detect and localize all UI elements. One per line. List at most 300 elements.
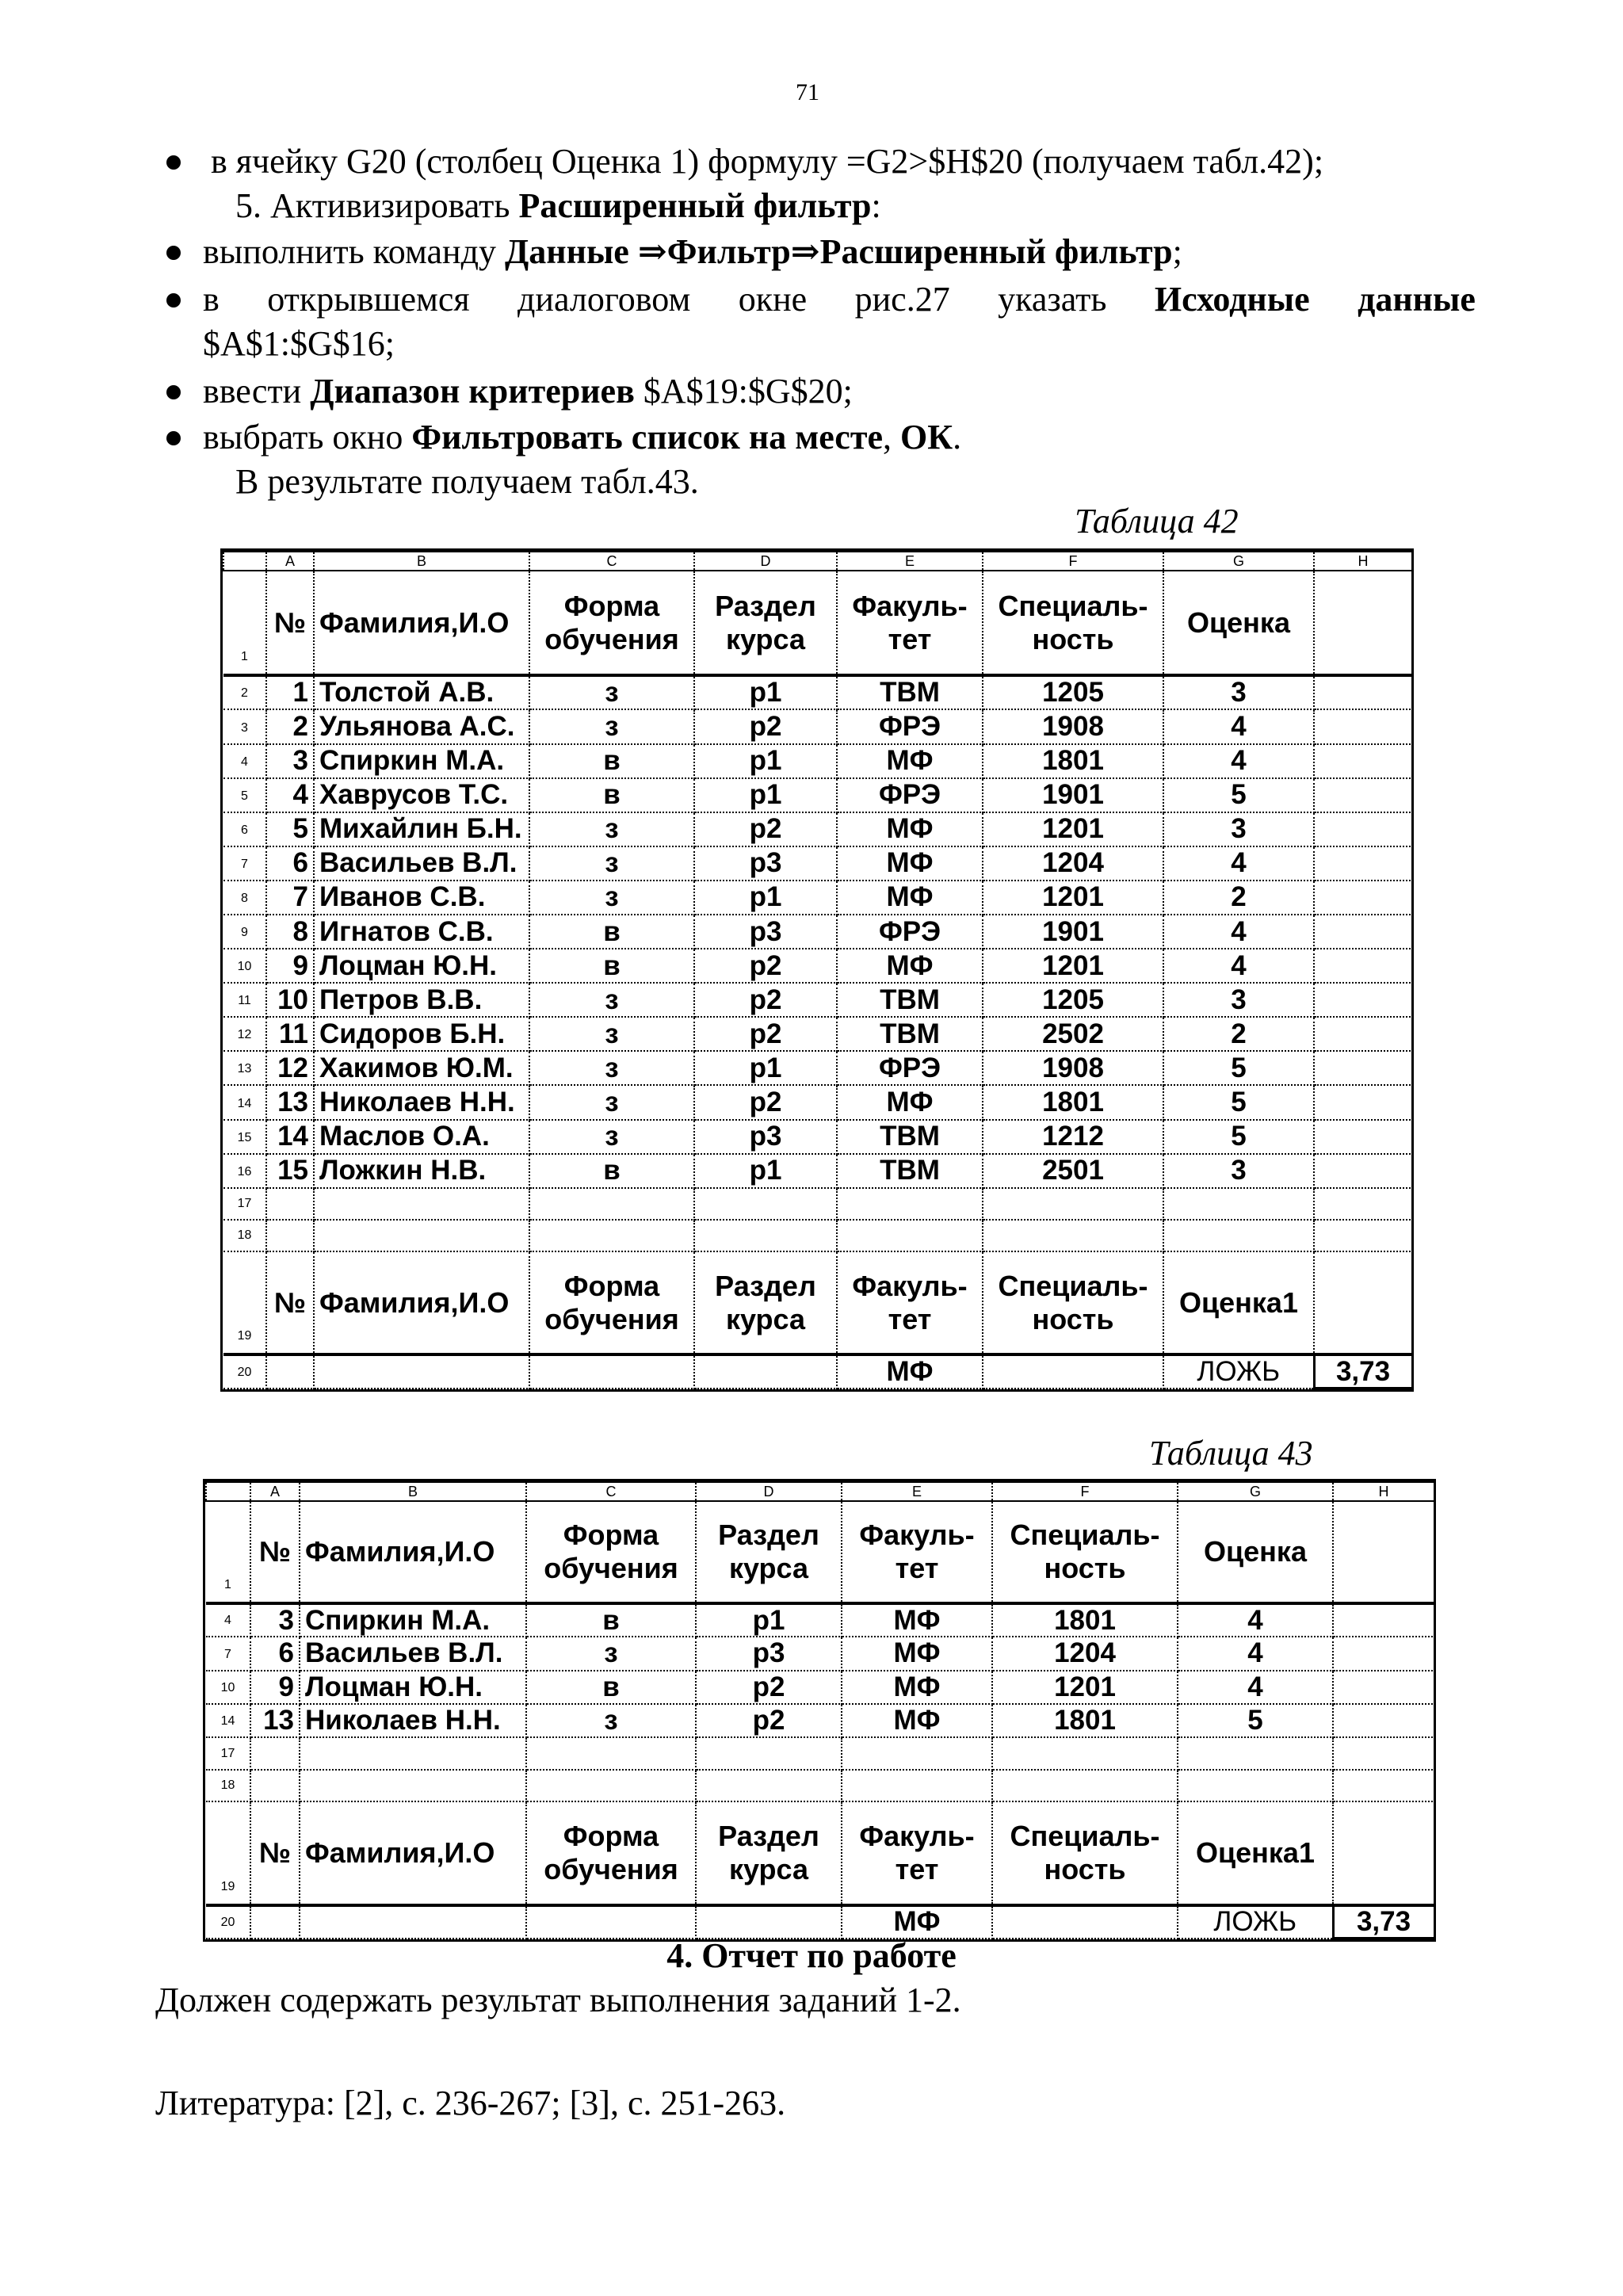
col-header-e[interactable]: E xyxy=(842,1482,992,1501)
row-header[interactable]: 15 xyxy=(223,1120,266,1154)
cell[interactable]: МФ xyxy=(837,1354,983,1388)
cell[interactable]: 1908 xyxy=(983,1051,1163,1085)
table-43-caption: Таблица 43 xyxy=(1149,1434,1313,1473)
cell[interactable]: ФРЭ xyxy=(837,1051,983,1085)
col-header-f[interactable]: F xyxy=(992,1482,1178,1501)
empty-row xyxy=(206,1737,1434,1769)
table-row xyxy=(223,1154,1412,1188)
row-header[interactable]: 4 xyxy=(223,744,266,778)
cell[interactable]: з xyxy=(526,1637,696,1670)
cell[interactable]: 2502 xyxy=(983,1017,1163,1051)
cell[interactable] xyxy=(314,1188,529,1220)
cell[interactable] xyxy=(1314,571,1412,675)
cell[interactable]: з xyxy=(529,983,694,1017)
cell[interactable]: 3 xyxy=(1163,675,1314,709)
cell[interactable]: 1204 xyxy=(992,1637,1178,1670)
row-header[interactable]: 1 xyxy=(223,571,266,675)
cell[interactable]: Форма обучения xyxy=(529,1251,694,1354)
cell[interactable] xyxy=(1314,881,1412,915)
cell[interactable]: 1201 xyxy=(992,1671,1178,1704)
cell[interactable] xyxy=(992,1737,1178,1769)
cell[interactable] xyxy=(1178,1770,1333,1801)
cell[interactable]: Маслов О.А. xyxy=(314,1120,529,1154)
cell[interactable]: 5 xyxy=(1163,778,1314,812)
cell[interactable]: в xyxy=(526,1671,696,1704)
cell[interactable]: Факуль-тет xyxy=(837,1251,983,1354)
cell[interactable] xyxy=(992,1770,1178,1801)
cell[interactable]: в xyxy=(529,949,694,983)
row-header[interactable]: 4 xyxy=(206,1603,250,1637)
cell[interactable] xyxy=(837,1188,983,1220)
cell[interactable] xyxy=(1314,744,1412,778)
col-header-h[interactable]: H xyxy=(1314,552,1412,571)
row-header[interactable]: 10 xyxy=(206,1671,250,1704)
cell[interactable]: Раздел курса xyxy=(694,571,837,675)
cell[interactable]: ЛОЖЬ xyxy=(1163,1354,1314,1388)
cell[interactable]: Специаль-ность xyxy=(992,1801,1178,1905)
cell[interactable]: Оценка xyxy=(1163,571,1314,675)
col-header-c[interactable]: C xyxy=(529,552,694,571)
cell[interactable]: 4 xyxy=(1163,949,1314,983)
cell[interactable]: 1801 xyxy=(983,1085,1163,1119)
cell[interactable]: 8 xyxy=(266,915,314,949)
table-row xyxy=(223,1017,1412,1051)
cell[interactable] xyxy=(983,1354,1163,1388)
cell[interactable]: р2 xyxy=(696,1671,842,1704)
cell[interactable]: ТВМ xyxy=(837,1154,983,1188)
cell[interactable]: МФ xyxy=(842,1905,992,1939)
cell[interactable]: 4 xyxy=(266,778,314,812)
col-header-g[interactable]: G xyxy=(1163,552,1314,571)
row-header[interactable]: 8 xyxy=(223,881,266,915)
cell[interactable]: МФ xyxy=(837,744,983,778)
cell[interactable]: 2 xyxy=(1163,881,1314,915)
cell[interactable] xyxy=(1163,1188,1314,1220)
cell[interactable]: Ульянова А.С. xyxy=(314,709,529,743)
cell[interactable]: № xyxy=(266,1251,314,1354)
cell[interactable]: МФ xyxy=(842,1671,992,1704)
row-header[interactable]: 3 xyxy=(223,709,266,743)
bullet-icon xyxy=(166,385,181,399)
cell[interactable]: Иванов С.В. xyxy=(314,881,529,915)
cell[interactable] xyxy=(1333,1704,1434,1737)
cell[interactable] xyxy=(983,1220,1163,1251)
cell[interactable] xyxy=(1314,1188,1412,1220)
cell[interactable] xyxy=(314,1220,529,1251)
cell[interactable]: 9 xyxy=(266,949,314,983)
header-row xyxy=(206,1501,1434,1603)
cell[interactable]: Фамилия,И.О xyxy=(314,1251,529,1354)
cell[interactable]: МФ xyxy=(837,1085,983,1119)
cell[interactable]: 5 xyxy=(1178,1704,1333,1737)
header-row xyxy=(223,571,1412,675)
cell[interactable]: Хаврусов Т.С. xyxy=(314,778,529,812)
col-header-e[interactable]: E xyxy=(837,552,983,571)
cell[interactable]: 13 xyxy=(266,1085,314,1119)
cell[interactable]: 1205 xyxy=(983,675,1163,709)
cell[interactable]: Оценка1 xyxy=(1163,1251,1314,1354)
cell[interactable]: Петров В.В. xyxy=(314,983,529,1017)
table-row xyxy=(223,983,1412,1017)
table-row xyxy=(223,846,1412,881)
cell[interactable]: 3 xyxy=(1163,1154,1314,1188)
cell[interactable]: 4 xyxy=(1163,709,1314,743)
row-header[interactable]: 18 xyxy=(223,1220,266,1251)
cell[interactable]: 1801 xyxy=(992,1704,1178,1737)
row-header[interactable]: 19 xyxy=(206,1801,250,1905)
cell[interactable]: ЛОЖЬ xyxy=(1178,1905,1333,1939)
cell[interactable]: № xyxy=(250,1501,300,1603)
bullet-icon xyxy=(166,431,181,445)
cell[interactable]: 1201 xyxy=(983,881,1163,915)
cell[interactable]: в xyxy=(529,915,694,949)
cell[interactable] xyxy=(842,1770,992,1801)
row-header[interactable]: 19 xyxy=(223,1251,266,1354)
cell[interactable] xyxy=(1314,1120,1412,1154)
row-header[interactable]: 17 xyxy=(223,1188,266,1220)
cell[interactable] xyxy=(1314,1154,1412,1188)
cell[interactable]: з xyxy=(529,812,694,846)
cell[interactable]: 1201 xyxy=(983,812,1163,846)
cell[interactable] xyxy=(529,1220,694,1251)
col-header-a[interactable]: A xyxy=(266,552,314,571)
cell[interactable] xyxy=(529,1354,694,1388)
cell[interactable]: 11 xyxy=(266,1017,314,1051)
cell[interactable]: р2 xyxy=(694,1085,837,1119)
cell[interactable]: 5 xyxy=(1163,1120,1314,1154)
cell[interactable] xyxy=(1333,1801,1434,1905)
cell[interactable]: 4 xyxy=(1163,744,1314,778)
cell[interactable] xyxy=(526,1770,696,1801)
cell[interactable]: ТВМ xyxy=(837,675,983,709)
cell[interactable]: в xyxy=(529,778,694,812)
cell[interactable] xyxy=(526,1905,696,1939)
cell[interactable]: Лоцман Ю.Н. xyxy=(300,1671,526,1704)
row-header[interactable]: 11 xyxy=(223,983,266,1017)
cell[interactable] xyxy=(300,1737,526,1769)
cell[interactable] xyxy=(1314,846,1412,881)
cell[interactable]: Михайлин Б.Н. xyxy=(314,812,529,846)
cell[interactable]: 12 xyxy=(266,1051,314,1085)
cell[interactable]: 4 xyxy=(1163,915,1314,949)
cell[interactable]: МФ xyxy=(837,812,983,846)
col-header-g[interactable]: G xyxy=(1178,1482,1333,1501)
cell[interactable]: Факуль-тет xyxy=(842,1801,992,1905)
col-header-f[interactable]: F xyxy=(983,552,1163,571)
literature-text: Литература: [2], с. 236-267; [3], с. 251-263. xyxy=(155,2084,786,2122)
row-header[interactable]: 13 xyxy=(223,1051,266,1085)
cell[interactable]: р1 xyxy=(694,1051,837,1085)
cell[interactable] xyxy=(300,1905,526,1939)
cell[interactable]: 5 xyxy=(1163,1051,1314,1085)
cell[interactable] xyxy=(1333,1770,1434,1801)
col-header-h[interactable]: H xyxy=(1333,1482,1434,1501)
row-header[interactable]: 17 xyxy=(206,1737,250,1769)
cell[interactable] xyxy=(1314,1017,1412,1051)
cell[interactable]: 1 xyxy=(266,675,314,709)
row-header[interactable]: 5 xyxy=(223,778,266,812)
cell[interactable] xyxy=(1314,1220,1412,1251)
cell[interactable]: ТВМ xyxy=(837,1017,983,1051)
cell[interactable] xyxy=(1314,915,1412,949)
cell[interactable] xyxy=(266,1354,314,1388)
col-header-d[interactable]: D xyxy=(694,552,837,571)
cell[interactable] xyxy=(1314,709,1412,743)
row-header[interactable]: 14 xyxy=(223,1085,266,1119)
cell[interactable]: 1801 xyxy=(992,1603,1178,1637)
cell[interactable]: Николаев Н.Н. xyxy=(314,1085,529,1119)
cell[interactable]: Фамилия,И.О xyxy=(300,1801,526,1905)
cell[interactable]: Спиркин М.А. xyxy=(300,1603,526,1637)
cell[interactable]: р3 xyxy=(694,846,837,881)
cell[interactable]: з xyxy=(529,675,694,709)
cell[interactable]: Сидоров Б.Н. xyxy=(314,1017,529,1051)
cell[interactable] xyxy=(992,1905,1178,1939)
col-header-b[interactable]: B xyxy=(314,552,529,571)
cell[interactable]: з xyxy=(529,1085,694,1119)
row-header[interactable]: 18 xyxy=(206,1770,250,1801)
cell[interactable]: 10 xyxy=(266,983,314,1017)
table-row xyxy=(223,812,1412,846)
cell[interactable] xyxy=(529,1188,694,1220)
cell[interactable]: 6 xyxy=(266,846,314,881)
cell[interactable]: р3 xyxy=(694,915,837,949)
cell[interactable]: 1801 xyxy=(983,744,1163,778)
cell[interactable] xyxy=(1163,1220,1314,1251)
cell[interactable] xyxy=(1314,778,1412,812)
cell[interactable]: ФРЭ xyxy=(837,778,983,812)
cell[interactable] xyxy=(1314,1085,1412,1119)
row-header[interactable]: 9 xyxy=(223,915,266,949)
cell[interactable] xyxy=(696,1737,842,1769)
cell[interactable]: ТВМ xyxy=(837,1120,983,1154)
cell[interactable]: р1 xyxy=(694,675,837,709)
cell[interactable]: Форма обучения xyxy=(529,571,694,675)
cell[interactable]: МФ xyxy=(837,949,983,983)
cell[interactable]: 3 xyxy=(1163,983,1314,1017)
cell[interactable]: з xyxy=(529,1120,694,1154)
cell[interactable]: № xyxy=(266,571,314,675)
cell[interactable] xyxy=(696,1770,842,1801)
cell[interactable] xyxy=(1314,983,1412,1017)
cell[interactable]: р2 xyxy=(696,1704,842,1737)
cell[interactable] xyxy=(250,1737,300,1769)
cell[interactable]: 1205 xyxy=(983,983,1163,1017)
cell[interactable]: в xyxy=(529,744,694,778)
row-header[interactable]: 2 xyxy=(223,675,266,709)
cell[interactable] xyxy=(694,1354,837,1388)
cell[interactable]: р2 xyxy=(694,949,837,983)
col-header-a[interactable]: A xyxy=(250,1482,300,1501)
cell[interactable]: 2 xyxy=(266,709,314,743)
cell[interactable]: 4 xyxy=(1178,1671,1333,1704)
cell[interactable] xyxy=(300,1770,526,1801)
cell[interactable]: 4 xyxy=(1178,1603,1333,1637)
cell[interactable]: з xyxy=(529,709,694,743)
cell[interactable]: Хакимов Ю.М. xyxy=(314,1051,529,1085)
table-42-caption: Таблица 42 xyxy=(1075,502,1239,541)
cell[interactable]: 13 xyxy=(250,1704,300,1737)
cell[interactable]: в xyxy=(529,1154,694,1188)
cell[interactable]: 3,73 xyxy=(1333,1905,1434,1939)
cell[interactable]: р1 xyxy=(694,778,837,812)
cell[interactable] xyxy=(694,1220,837,1251)
cell[interactable]: Васильев В.Л. xyxy=(314,846,529,881)
cell[interactable]: МФ xyxy=(842,1704,992,1737)
cell[interactable]: 1901 xyxy=(983,915,1163,949)
cell[interactable] xyxy=(1333,1737,1434,1769)
cell[interactable]: 3,73 xyxy=(1314,1354,1412,1388)
cell[interactable] xyxy=(1333,1637,1434,1670)
cell[interactable]: з xyxy=(529,846,694,881)
section-title: 4. Отчет по работе xyxy=(666,1936,957,1975)
cell[interactable]: Николаев Н.Н. xyxy=(300,1704,526,1737)
cell[interactable]: 1201 xyxy=(983,949,1163,983)
cell[interactable]: Фамилия,И.О xyxy=(314,571,529,675)
cell[interactable] xyxy=(1178,1737,1333,1769)
cell[interactable]: Лоцман Ю.Н. xyxy=(314,949,529,983)
cell[interactable]: 5 xyxy=(266,812,314,846)
cell[interactable]: 4 xyxy=(1178,1637,1333,1670)
row-header[interactable]: 20 xyxy=(223,1354,266,1388)
criteria-row xyxy=(223,1354,1412,1388)
cell[interactable]: МФ xyxy=(842,1637,992,1670)
cell[interactable]: МФ xyxy=(837,846,983,881)
cell[interactable] xyxy=(1314,949,1412,983)
table-row xyxy=(223,1120,1412,1154)
cell[interactable] xyxy=(250,1770,300,1801)
cell[interactable]: Раздел курса xyxy=(696,1501,842,1603)
criteria-row xyxy=(206,1905,1434,1939)
cell[interactable]: р2 xyxy=(694,709,837,743)
cell[interactable] xyxy=(314,1354,529,1388)
cell[interactable]: р1 xyxy=(694,744,837,778)
cell[interactable] xyxy=(526,1737,696,1769)
cell[interactable] xyxy=(266,1220,314,1251)
cell[interactable]: р1 xyxy=(696,1603,842,1637)
select-all-corner[interactable] xyxy=(223,552,266,571)
cell[interactable]: з xyxy=(529,1051,694,1085)
cell[interactable]: 3 xyxy=(266,744,314,778)
cell[interactable]: 1908 xyxy=(983,709,1163,743)
cell[interactable]: Специаль-ность xyxy=(992,1501,1178,1603)
cell[interactable]: р3 xyxy=(696,1637,842,1670)
cell[interactable]: з xyxy=(529,1017,694,1051)
cell[interactable] xyxy=(250,1905,300,1939)
row-header[interactable]: 7 xyxy=(206,1637,250,1670)
cell[interactable]: ФРЭ xyxy=(837,709,983,743)
row-header[interactable]: 7 xyxy=(223,846,266,881)
row-header[interactable]: 1 xyxy=(206,1501,250,1603)
cell[interactable]: р3 xyxy=(694,1120,837,1154)
cell[interactable]: р1 xyxy=(694,881,837,915)
cell[interactable]: 2501 xyxy=(983,1154,1163,1188)
cell[interactable] xyxy=(266,1188,314,1220)
empty-row xyxy=(206,1770,1434,1801)
cell[interactable]: Оценка xyxy=(1178,1501,1333,1603)
cell[interactable]: 14 xyxy=(266,1120,314,1154)
cell[interactable]: № xyxy=(250,1801,300,1905)
cell[interactable] xyxy=(1333,1501,1434,1603)
cell[interactable]: Толстой А.В. xyxy=(314,675,529,709)
cell[interactable] xyxy=(1333,1603,1434,1637)
cell[interactable]: р2 xyxy=(694,812,837,846)
cell[interactable]: Игнатов С.В. xyxy=(314,915,529,949)
select-all-corner[interactable] xyxy=(206,1482,250,1501)
cell[interactable]: 7 xyxy=(266,881,314,915)
cell[interactable]: 1204 xyxy=(983,846,1163,881)
row-header[interactable]: 14 xyxy=(206,1704,250,1737)
cell[interactable]: 15 xyxy=(266,1154,314,1188)
report-text: Должен содержать результат выполнения заданий 1-2. xyxy=(155,1981,961,2019)
cell[interactable]: Специаль-ность xyxy=(983,571,1163,675)
cell[interactable]: 4 xyxy=(1163,846,1314,881)
cell[interactable]: Спиркин М.А. xyxy=(314,744,529,778)
cell[interactable]: 3 xyxy=(1163,812,1314,846)
cell[interactable]: ФРЭ xyxy=(837,915,983,949)
cell[interactable]: МФ xyxy=(842,1603,992,1637)
col-header-b[interactable]: B xyxy=(300,1482,526,1501)
cell[interactable]: Специаль-ность xyxy=(983,1251,1163,1354)
row-header[interactable]: 20 xyxy=(206,1905,250,1939)
cell[interactable]: 2 xyxy=(1163,1017,1314,1051)
justified-line: в открывшемся диалоговом окне рис.27 указать Исходные данные xyxy=(203,280,1476,319)
cell[interactable]: 1212 xyxy=(983,1120,1163,1154)
cell[interactable] xyxy=(694,1188,837,1220)
cell[interactable]: з xyxy=(529,881,694,915)
row-header[interactable]: 16 xyxy=(223,1154,266,1188)
row-header[interactable]: 12 xyxy=(223,1017,266,1051)
cell[interactable]: Форма обучения xyxy=(526,1801,696,1905)
cell[interactable]: з xyxy=(526,1704,696,1737)
cell[interactable]: Фамилия,И.О xyxy=(300,1501,526,1603)
cell[interactable]: 1901 xyxy=(983,778,1163,812)
cell[interactable]: Раздел курса xyxy=(696,1801,842,1905)
cell[interactable] xyxy=(1314,812,1412,846)
cell[interactable]: Форма обучения xyxy=(526,1501,696,1603)
row-header[interactable]: 10 xyxy=(223,949,266,983)
col-header-d[interactable]: D xyxy=(696,1482,842,1501)
cell[interactable]: ТВМ xyxy=(837,983,983,1017)
cell[interactable] xyxy=(1333,1671,1434,1704)
cell[interactable]: Факуль-тет xyxy=(837,571,983,675)
cell[interactable] xyxy=(1314,675,1412,709)
cell[interactable]: МФ xyxy=(837,881,983,915)
cell[interactable]: в xyxy=(526,1603,696,1637)
cell[interactable]: 5 xyxy=(1163,1085,1314,1119)
cell[interactable]: р2 xyxy=(694,983,837,1017)
cell[interactable] xyxy=(983,1188,1163,1220)
cell[interactable]: Васильев В.Л. xyxy=(300,1637,526,1670)
cell[interactable]: 6 xyxy=(250,1637,300,1670)
row-header[interactable]: 6 xyxy=(223,812,266,846)
cell[interactable]: р1 xyxy=(694,1154,837,1188)
cell[interactable] xyxy=(1314,1251,1412,1354)
cell[interactable]: Оценка1 xyxy=(1178,1801,1333,1905)
table-row xyxy=(223,675,1412,709)
cell[interactable]: р2 xyxy=(694,1017,837,1051)
cell[interactable] xyxy=(837,1220,983,1251)
cell[interactable]: Раздел курса xyxy=(694,1251,837,1354)
cell[interactable] xyxy=(842,1737,992,1769)
cell[interactable]: 3 xyxy=(250,1603,300,1637)
col-header-c[interactable]: C xyxy=(526,1482,696,1501)
cell[interactable]: 9 xyxy=(250,1671,300,1704)
cell[interactable] xyxy=(1314,1051,1412,1085)
cell[interactable]: Факуль-тет xyxy=(842,1501,992,1603)
cell[interactable] xyxy=(696,1905,842,1939)
cell[interactable]: Ложкин Н.В. xyxy=(314,1154,529,1188)
